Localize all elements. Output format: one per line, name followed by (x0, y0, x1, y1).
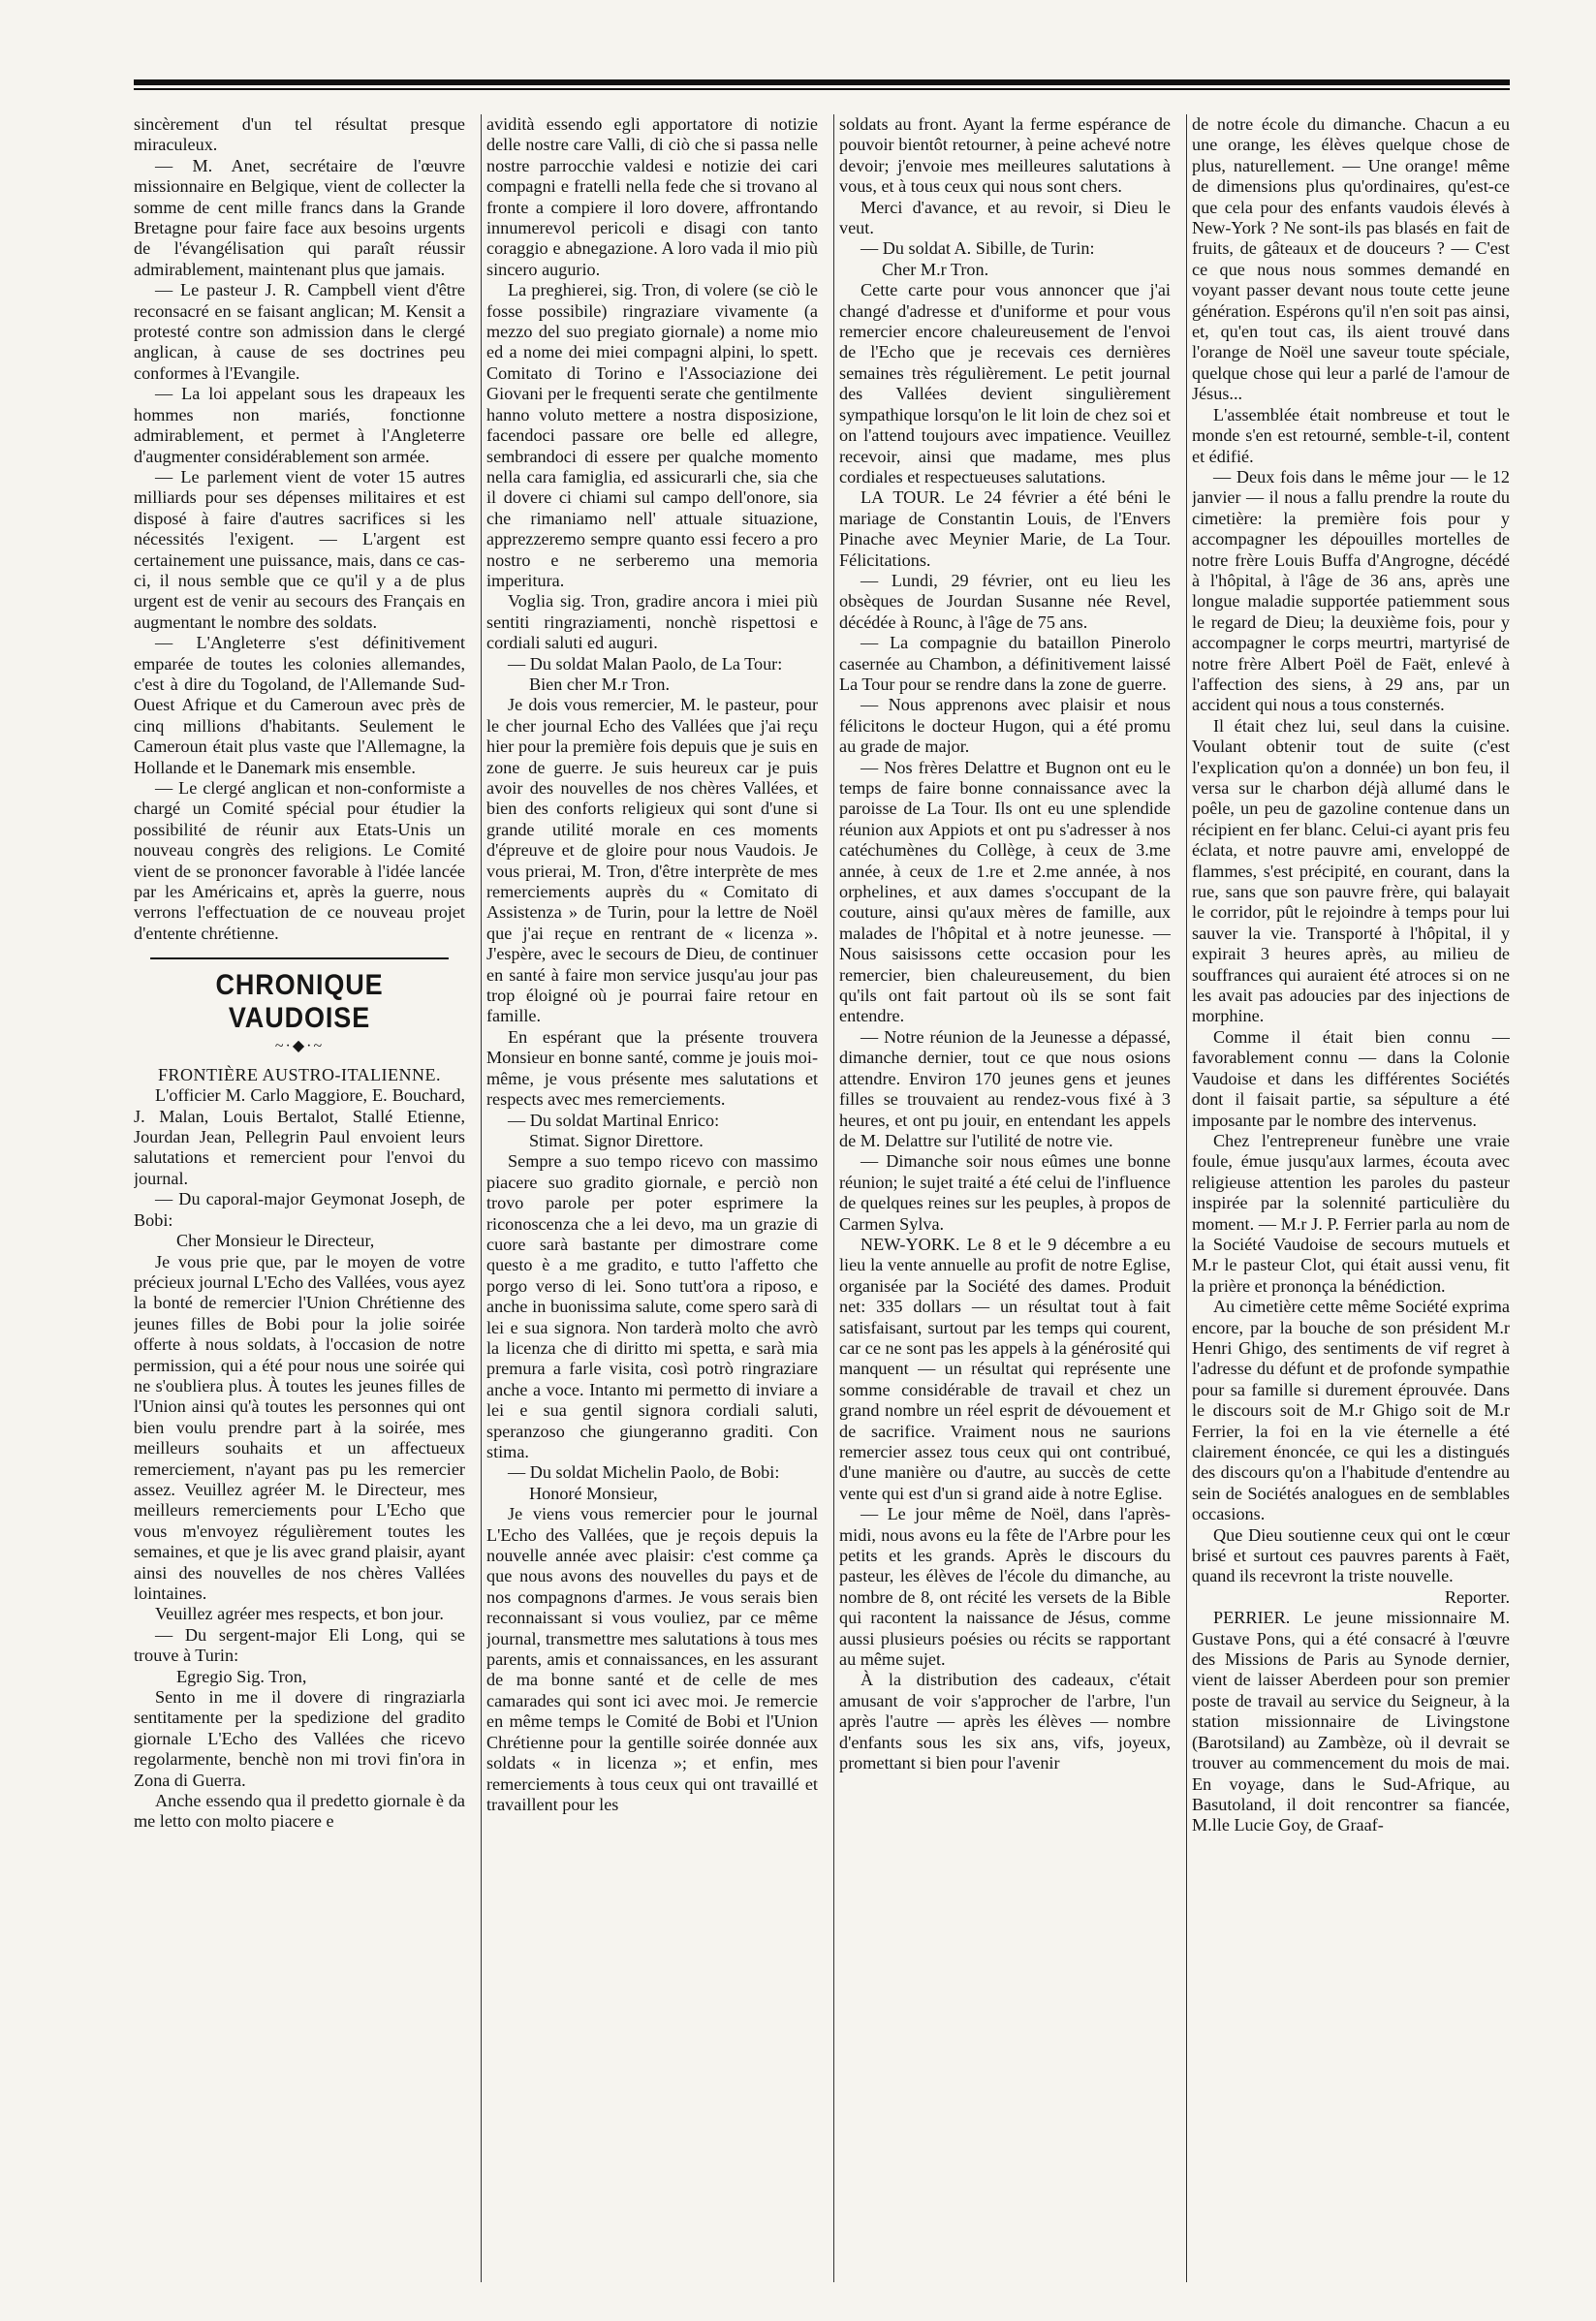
paragraph: Il était chez lui, seul dans la cuisine. Voulant obtenir tout de suite (c'est l'explication qu'on a donnée) un bon feu, il versa sur le charbon déjà allumé dans le poêle, un peu de gazoline contenue dans un récipient en fer blanc. Celui-ci ayant pris feu éclata, et notre pauvre ami, enveloppé de flammes, s'est précipité, en courant, dans la rue, sans que son pauvre frère, qui balayait le corridor, pût le rejoindre à temps pour lui sauver la vie. Transporté à l'hôpital, il y expirait 3 heures après, au milieu de souffrances qui auraient été atroces si on ne les avait pas adoucies par des injections de morphine. (1192, 715, 1510, 1026)
paragraph: — Le parlement vient de voter 15 autres milliards pour ses dépenses militaires et est disposé à faire d'autres sacrifices si les nécessités l'exigent. — L'argent est certainement une puissance, mais, dans ce cas-ci, il nous semble que ce qu'il y a de plus urgent est de venir au secours des Français en augmentant le nombre des soldats. (134, 466, 465, 632)
paragraph: L'assemblée était nombreuse et tout le monde s'en est retourné, semble-t-il, content et édifié. (1192, 404, 1510, 466)
paragraph: — Lundi, 29 février, ont eu lieu les obsèques de Jourdan Susanne née Revel, décédée à Rounc, à l'âge de 75 ans. (839, 570, 1171, 632)
letter-greeting: Cher Monsieur le Directeur, (176, 1231, 375, 1251)
paragraph: — Du soldat Malan Paolo, de La Tour: (508, 653, 783, 674)
paragraph: À la distribution des cadeaux, c'était amusant de voir s'approcher de l'arbre, l'un après l'autre — après les élèves — nombre d'enfants sous les six ans, vifs, joyeux, promettant si bien pour l'avenir (839, 1670, 1171, 1773)
paragraph: soldats au front. Ayant la ferme espérance de pouvoir bientôt retourner, à peine achevé notre devoir; j'envoie mes meilleures salutations à vous, et à tous ceux qui nous sont chers. (839, 114, 1171, 197)
column-divider (481, 114, 482, 2282)
paragraph: — Du caporal-major Geymonat Joseph, de Bobi: (134, 1189, 465, 1230)
section-subheading: FRONTIÈRE AUSTRO-ITALIENNE. (157, 1065, 442, 1085)
paragraph: NEW-YORK. Le 8 et le 9 décembre a eu lieu la vente annuelle au profit de notre Eglise, organisée par la Société des dames. Produit net: 335 dollars — un résultat tout à fait satisfaisant, surtout par les temps qui courent, car ce ne sont pas les appels à la générosité qui manquent — un résultat qui représente une somme considérable de travail et chez un grand nombre un réel esprit de dévouement et de sacrifice. Vraiment nous ne saurions remercier assez tous ceux qui ont contribué, d'une manière ou d'autre, au succès de cette vente qui est d'un si grand aide à notre Eglise. (839, 1234, 1171, 1503)
paragraph: — M. Anet, secrétaire de l'œuvre missionnaire en Belgique, vient de collecter la somme de cent mille francs dans la Grande Bretagne pour faire face aux besoins urgents de l'évangélisation qui paraît réussir admirablement, maintenant plus que jamais. (134, 155, 465, 279)
paragraph: Sempre a suo tempo ricevo con massimo piacere suo gradito giornale, e perciò non trovo parole per poter esprimere la riconoscenza che a lei devo, ma un grazie di cuore sarà bastante per dimostrare come questo è a me gradito, e tutto l'affetto che porgo verso di lei. Sono tutt'ora a riposo, e anche in buonissima salute, come spero sarà di lei e sua signora. Non tarderà molto che avrò la licenza che di diritto mi spetta, e sarà mia premura a farle visita, così potrò ringraziare anche a voce. Intanto mi permetto di inviare a lei e sua gentil signora cordiali saluti, speranzoso che giungeranno graditi. Con stima. (486, 1151, 818, 1461)
paragraph: — La loi appelant sous les drapeaux les hommes non mariés, fonctionne admirablement, et permet à l'Angleterre d'augmenter considérablement son armée. (134, 384, 465, 466)
paragraph: Merci d'avance, et au revoir, si Dieu le veut. (839, 197, 1171, 238)
paragraph: — L'Angleterre s'est définitivement emparée de toutes les colonies allemandes, c'est à dire du Togoland, de l'Allemande Sud-Ouest Afrique et du Cameroun avec près de cinq millions d'habitants. Seulement le Cameroun était plus vaste que l'Allemagne, la Hollande et le Danemark mis ensemble. (134, 633, 465, 777)
paragraph: LA TOUR. Le 24 février a été béni le mariage de Constantin Louis, de l'Envers Pinache avec Meynier Marie, de La Tour. Félicitations. (839, 487, 1171, 570)
paragraph: — Deux fois dans le même jour — le 12 janvier — il nous a fallu prendre la route du cimetière: la première fois pour y accompagner les dépouilles mortelles de notre frère Louis Buffa d'Angrogne, décédé à l'hôpital, à l'âge de 36 ans, après une longue maladie supportée patiemment sous le regard de Dieu; la deuxième fois, pour y accompagner le corps meurtri, martyrisé de notre frère Albert Poël de Faët, enlevé à l'affection des siens, à 29 ans, par un accident qui nous a tous consternés. (1192, 466, 1510, 715)
paragraph: Voglia sig. Tron, gradire ancora i miei più sentiti ringraziamenti, nonchè rispettosi e cordiali saluti ed auguri. (486, 591, 818, 653)
paragraph: — La compagnie du bataillon Pinerolo casernée au Chambon, a définitivement laissé La Tour pour se rendre dans la zone de guerre. (839, 633, 1171, 694)
paragraph: — Le clergé anglican et non-conformiste a chargé un Comité spécial pour étudier la possibilité de réunir aux Etats-Unis un nouveau congrès des religions. Le Comité vient de se prononcer favorable à l'idée lancée par les Américains et, après la guerre, nous verrons l'effectuation de ce nouveau projet d'entente chrétienne. (134, 778, 465, 943)
letter-greeting: Honoré Monsieur, (529, 1483, 658, 1503)
letter-greeting: Stimat. Signor Direttore. (529, 1130, 704, 1150)
paragraph: — Notre réunion de la Jeunesse a dépassé, dimanche dernier, tout ce que nous osions attendre. Environ 170 jeunes gens et jeunes filles se trouvaient au rendez-vous fixé à 3 heures, et ont pu jouir, en entendant les appels de M. Delattre sur l'utilité de notre vie. (839, 1026, 1171, 1150)
paragraph: Je dois vous remercier, M. le pasteur, pour le cher journal Echo des Vallées que j'ai reçu hier pour la première fois depuis que je suis en zone de guerre. Je suis heureux car je puis avoir des nouvelles de nos chères Vallées, et bien des conforts religieux qui sont d'une si grande utilité morale en ces moments d'épreuve et de gloire pour nous Vaudois. Je vous prierai, M. Tron, d'être interprète de mes remerciements auprès du « Comitato di Assistenza » de Turin, pour la lettre de Noël que j'ai reçue en rentrant de « licenza ». J'espère, avec le secours de Dieu, de continuer en santé à faire mon service jusqu'au jour pas trop éloigné où je pourrai faire retour en famille. (486, 695, 818, 1026)
ornament: ~·◆·~ (274, 1038, 325, 1055)
paragraph: — Nos frères Delattre et Bugnon ont eu le temps de faire bonne connaissance avec la paroisse de La Tour. Ils ont eu une splendide réunion aux Appiots et ont pu s'adresser à nos catéchumènes du Collège, à ceux de 3.me année, à ceux de 1.re et 2.me année, à nos orphelines, et aux dames s'occupant de la couture, ainsi qu'aux mères de famille, aux malades de l'hôpital et à notre jeunesse. — Nous saisissons cette occasion pour les remercier, bien chaleureusement, du bien qu'ils ont fait partout où ils se sont fait entendre. (839, 757, 1171, 1026)
column-divider (833, 114, 834, 2282)
section-title: CHRONIQUE VAUDOISE (150, 957, 449, 1035)
paragraph: — Nous apprenons avec plaisir et nous félicitons le docteur Hugon, qui a été promu au grade de major. (839, 695, 1171, 757)
column-divider (1186, 114, 1187, 2282)
paragraph: — Du soldat Martinal Enrico: (508, 1110, 720, 1130)
paragraph: avidità essendo egli apportatore di notizie delle nostre care Valli, di ciò che si passa nelle nostre parrocchie valdesi e notizie dei cari compagni e fratelli nella fede che si trovano al fronte a compiere il loro dovere, affrontando innumerevol pericoli e disagi con tanto coraggio e abnegazione. A loro vada il mio più sincero augurio. (486, 114, 818, 279)
paragraph: Veuillez agréer mes respects, et bon jour. (155, 1604, 444, 1624)
column-2 (486, 114, 818, 2282)
paragraph: En espérant que la présente trouvera Monsieur en bonne santé, comme je jouis moi-même, je vous présente mes salutations et respects avec mes remerciements. (486, 1026, 818, 1110)
letter-greeting: Cher M.r Tron. (882, 259, 989, 279)
paragraph: — Le pasteur J. R. Campbell vient d'être reconsacré en se faisant anglican; M. Kensit a protesté contre son admission dans le clergé anglican, à cause de ses doctrines peu conformes à l'Evangile. (134, 280, 465, 383)
paragraph: L'officier M. Carlo Maggiore, E. Bouchard, J. Malan, Louis Bertalot, Stallé Etienne, Jourdan Jean, Pellegrin Paul envoient leurs salutations et remercient pour l'envoi du journal. (134, 1085, 465, 1188)
column-3 (839, 114, 1171, 2282)
paragraph: — Du sergent-major Eli Long, qui se trouve à Turin: (134, 1624, 465, 1666)
paragraph: Au cimetière cette même Société exprima encore, par la bouche de son président M.r Henri Ghigo, des sentiments de vif regret à l'adresse du défunt et de profonde sympathie pour sa famille si durement éprouvée. Dans le discours soit de M.r Ghigo soit de M.r Ferrier, la foi en la vie éternelle a été clairement énoncée, ce qui les a distingués des discours qu'on a l'habitude d'entendre au sein de Sociétés analogues en de semblables occasions. (1192, 1297, 1510, 1524)
signature: Reporter. (1444, 1586, 1510, 1607)
paragraph: Anche essendo qua il predetto giornale è da me letto con molto piacere e (134, 1791, 465, 1832)
paragraph: Comme il était bien connu — favorablement connu — dans la Colonie Vaudoise et dans les différentes Sociétés dont il faisait partie, sa sépulture a été imposante par le nombre des intervenus. (1192, 1026, 1510, 1130)
paragraph: — Du soldat Michelin Paolo, de Bobi: (508, 1462, 780, 1483)
paragraph: — Le jour même de Noël, dans l'après-midi, nous avons eu la fête de l'Arbre pour les petits et les grands. Après le discours du pasteur, les élèves de l'école du dimanche, au nombre de 8, ont récité les versets de la Bible qui racontent la naissance de Jésus, comme aussi plusieurs poésies ou récits se rapportant au même sujet. (839, 1504, 1171, 1670)
paragraph: de notre école du dimanche. Chacun a eu une orange, les élèves quelque chose de plus, naturellement. — Une orange! même de dimensions plus qu'ordinaires, qu'est-ce que cela pour des enfants vaudois élevés à New-York ? Ne sont-ils pas blasés en fait de fruits, de gâteaux et de douceurs ? — C'est ce que nous nous sommes demandé en voyant passer devant nous toute cette jeune génération. Espérons qu'il n'en soit pas ainsi, et, qu'en tout cas, ils aient trouvé dans l'orange de Noël une saveur toute spéciale, quelque chose qui leur a parlé de l'amour de Jésus... (1192, 114, 1510, 404)
paragraph: Je vous prie que, par le moyen de votre précieux journal L'Echo des Vallées, vous ayez la bonté de remercier l'Union Chrétienne des jeunes filles de Bobi pour la jolie soirée offerte à nous soldats, à l'occasion de notre permission, qui a été pour nous une soirée qui ne s'oubliera plus. À toutes les jeunes filles de l'Union ainsi qu'à toutes les personnes qui ont bien voulu prendre part à la soirée, mes meilleurs souhaits et un affectueux remerciement, n'ayant pas pu les remercier assez. Veuillez agréer M. le Directeur, mes meilleurs remerciements pour L'Echo que vous m'envoyez régulièrement toutes les semaines, et que je lis avec grand plaisir, ayant ainsi des nouvelles de nos chères Vallées lointaines. (134, 1251, 465, 1603)
paragraph: Cette carte pour vous annoncer que j'ai changé d'adresse et d'uniforme et pour vous remercier encore chaleureusement de l'envoi de l'Echo que je recevais ces dernières semaines très régulièrement. Le petit journal des Vallées devient singulièrement sympathique lorsqu'on le lit loin de chez soi et on l'attend toujours avec impatience. Veuillez recevoir, ainsi que madame, mes plus cordiales et respectueuses salutations. (839, 280, 1171, 486)
paragraph: Sento in me il dovere di ringraziarla sentitamente per la spedizione del gradito giornale L'Echo des Vallées che ricevo regolarmente, benchè non mi trovi fin'ora in Zona di Guerra. (134, 1687, 465, 1790)
paragraph: Que Dieu soutienne ceux qui ont le cœur brisé et surtout ces pauvres parents à Faët, quand ils recevront la triste nouvelle. (1192, 1524, 1510, 1586)
paragraph: — Du soldat A. Sibille, de Turin: (861, 238, 1095, 259)
paragraph: sincèrement d'un tel résultat presque miraculeux. (134, 114, 465, 155)
paragraph: Chez l'entrepreneur funèbre une vraie foule, émue jusqu'aux larmes, écouta avec religieuse attention les paroles du pasteur inspirée par la solennité particulière du moment. — M.r J. P. Ferrier parla au nom de la Société Vaudoise de secours mutuels et M.r le pasteur Clot, qui était aussi venu, fit la prière et prononça la bénédiction. (1192, 1130, 1510, 1296)
letter-greeting: Egregio Sig. Tron, (176, 1666, 307, 1686)
paragraph: Je viens vous remercier pour le journal L'Echo des Vallées, que je reçois depuis la nouvelle année avec plaisir: c'est comme ça que nous avons des nouvelles du pays et de nos compagnons d'armes. Je vous serais bien reconnaissant si vous vouliez, par ce même journal, transmettre mes salutations à tous mes parents, amis et connaissances, en les assurant de ma bonne santé et de celle de mes camarades qui sont ici avec moi. Je remercie en même temps le Comité de Bobi et l'Union Chrétienne pour la gentille soirée donnée aux soldats « in licenza »; et enfin, mes remerciements à tous ceux qui ont travaillé et travaillent pour les (486, 1504, 818, 1814)
column-1 (134, 114, 465, 2282)
top-rule (134, 79, 1510, 90)
paragraph: — Dimanche soir nous eûmes une bonne réunion; le sujet traité a été celui de l'influence de quelques reines sur les peuples, à propos de Carmen Sylva. (839, 1151, 1171, 1234)
letter-greeting: Bien cher M.r Tron. (529, 674, 670, 694)
paragraph: PERRIER. Le jeune missionnaire M. Gustave Pons, qui a été consacré à l'œuvre des Missions de Paris au Synode dernier, vient de laisser Aberdeen pour son premier poste de travail au service du Seigneur, à la station missionnaire de Livingstone (Barotsiland) au Zambèze, où il devrait se trouver au commencement du mois de mai. En voyage, dans le Sud-Afrique, au Basutoland, il doit rencontrer sa fiancée, M.lle Lucie Goy, de Graaf- (1192, 1608, 1510, 1835)
paragraph: La preghierei, sig. Tron, di volere (se ciò le fosse possibile) ringraziare vivamente (a mezzo del suo pregiato giornale) a nome mio ed a nome dei miei compagni alpini, lo spett. Comitato di Torino e l'Associazione dei Giovani per le frequenti serate che gentilmente hanno voluto mettere a nostra disposizione, facendoci passare ore belle ed allegre, sembrandoci di essere per qualche momento nella cara famiglia, ed assicurarli che, sia che il dovere ci chiami sul campo dell'onore, sia che rimaniamo nell' attuale situazione, apprezzeremo sempre quanto essi fecero a pro nostro e ne serberemo una memoria imperitura. (486, 280, 818, 590)
column-4 (1192, 114, 1510, 2282)
